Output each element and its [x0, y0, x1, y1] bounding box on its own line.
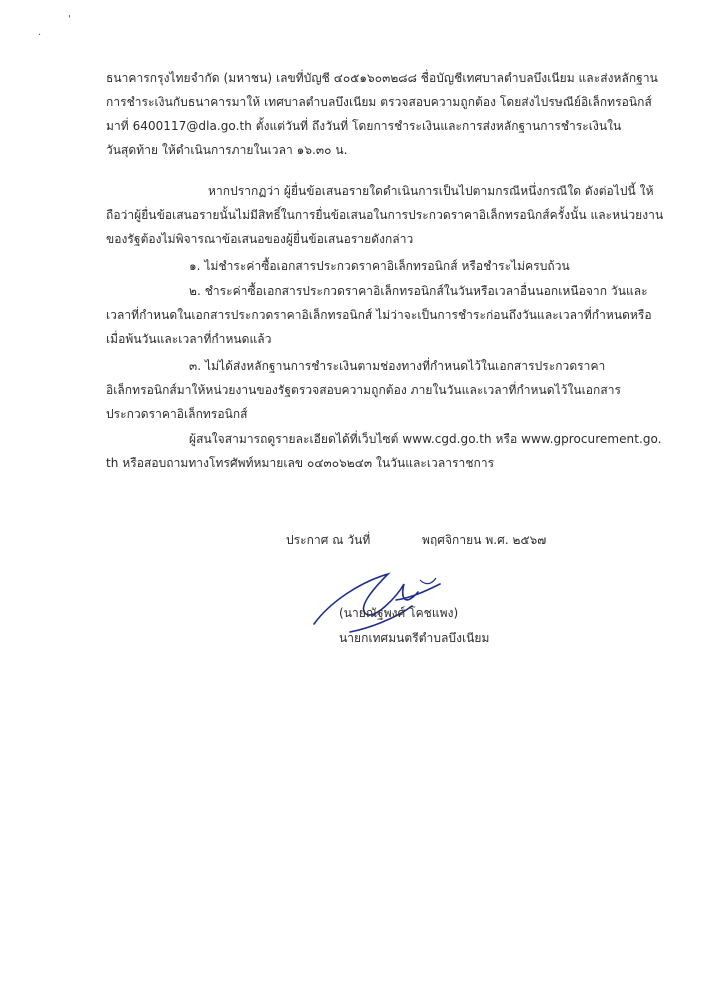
- scan-edge-mark: ·: [38, 30, 42, 41]
- item-2-line-3: เมื่อพ้นวันและเวลาที่กำหนดแล้ว: [106, 332, 272, 346]
- signer-title: นายกเทศมนตรีตำบลบึงเนียม: [339, 631, 490, 645]
- item-2-line-1: ๒. ชำระค่าซื้อเอกสารประกวดราคาอิเล็กทรอนิกส์ในวันหรือเวลาอื่นนอกเหนือจาก วันและ: [189, 284, 648, 298]
- signer-name: (นายณัฐพงศ์ โคชแพง): [339, 606, 459, 620]
- body-line-2: การชำระเงินกับธนาคารมาให้ เทศบาลตำบลบึงเนียม ตรวจสอบความถูกต้อง โดยส่งไปรษณีย์อิเล็กทรอนิกส์: [106, 95, 652, 109]
- scan-speck-mark: ': [68, 14, 71, 25]
- contact-line-1: ผู้สนใจสามารถดูรายละเอียดได้ที่เว็บไซต์ www.cgd.go.th หรือ www.gprocurement.go.: [189, 432, 662, 446]
- item-2-line-2: เวลาที่กำหนดในเอกสารประกวดราคาอิเล็กทรอนิกส์ ไม่ว่าจะเป็นการชำระก่อนถึงวันและเวลาที่กำหนดหรือ: [106, 308, 652, 322]
- condition-intro-line: หากปรากฏว่า ผู้ยื่นข้อเสนอรายใดดำเนินการเป็นไปตามกรณีหนึ่งกรณีใด ดังต่อไปนี้ ให้: [208, 184, 654, 198]
- condition-line-2: ถือว่าผู้ยื่นข้อเสนอรายนั้นไม่มีสิทธิ์ในการยื่นข้อเสนอในการประกวดราคาอิเล็กทรอนิกส์ครั้งนั้น และหน่วยงาน: [106, 208, 664, 222]
- announce-date-label: ประกาศ ณ วันที่: [286, 533, 371, 547]
- body-line-4: วันสุดท้าย ให้ดำเนินการภายในเวลา ๑๖.๓๐ น.: [106, 143, 348, 157]
- item-3-line-2: อิเล็กทรอนิกส์มาให้หน่วยงานของรัฐตรวจสอบความถูกต้อง ภายในวันและเวลาที่กำหนดไว้ในเอกสาร: [106, 383, 621, 397]
- body-line-1: ธนาคารกรุงไทยจำกัด (มหาชน) เลขที่บัญชี ๔๐๕๑๖๐๓๒๘๘ ชื่อบัญชีเทศบาลตำบลบึงเนียม และส่งหลักฐาน: [106, 71, 658, 85]
- contact-line-2: th หรือสอบถามทางโทรศัพท์หมายเลข ๐๔๓๐๖๒๔๓ ในวันและเวลาราชการ: [106, 456, 495, 470]
- item-1-line: ๑. ไม่ชำระค่าซื้อเอกสารประกวดราคาอิเล็กทรอนิกส์ หรือชำระไม่ครบถ้วน: [189, 259, 570, 273]
- item-3-line-1: ๓. ไม่ได้ส่งหลักฐานการชำระเงินตามช่องทางที่กำหนดไว้ในเอกสารประกวดราคา: [189, 359, 606, 373]
- body-line-3: มาที่ 6400117@dla.go.th ตั้งแต่วันที่ ถึงวันที่ โดยการชำระเงินและการส่งหลักฐานการชำระเงินใน: [106, 119, 622, 133]
- announce-date-value: พฤศจิกายน พ.ศ. ๒๕๖๗: [422, 533, 547, 547]
- item-3-line-3: ประกวดราคาอิเล็กทรอนิกส์: [106, 407, 248, 421]
- condition-line-3: ของรัฐต้องไม่พิจารณาข้อเสนอของผู้ยื่นข้อเสนอรายดังกล่าว: [106, 232, 414, 246]
